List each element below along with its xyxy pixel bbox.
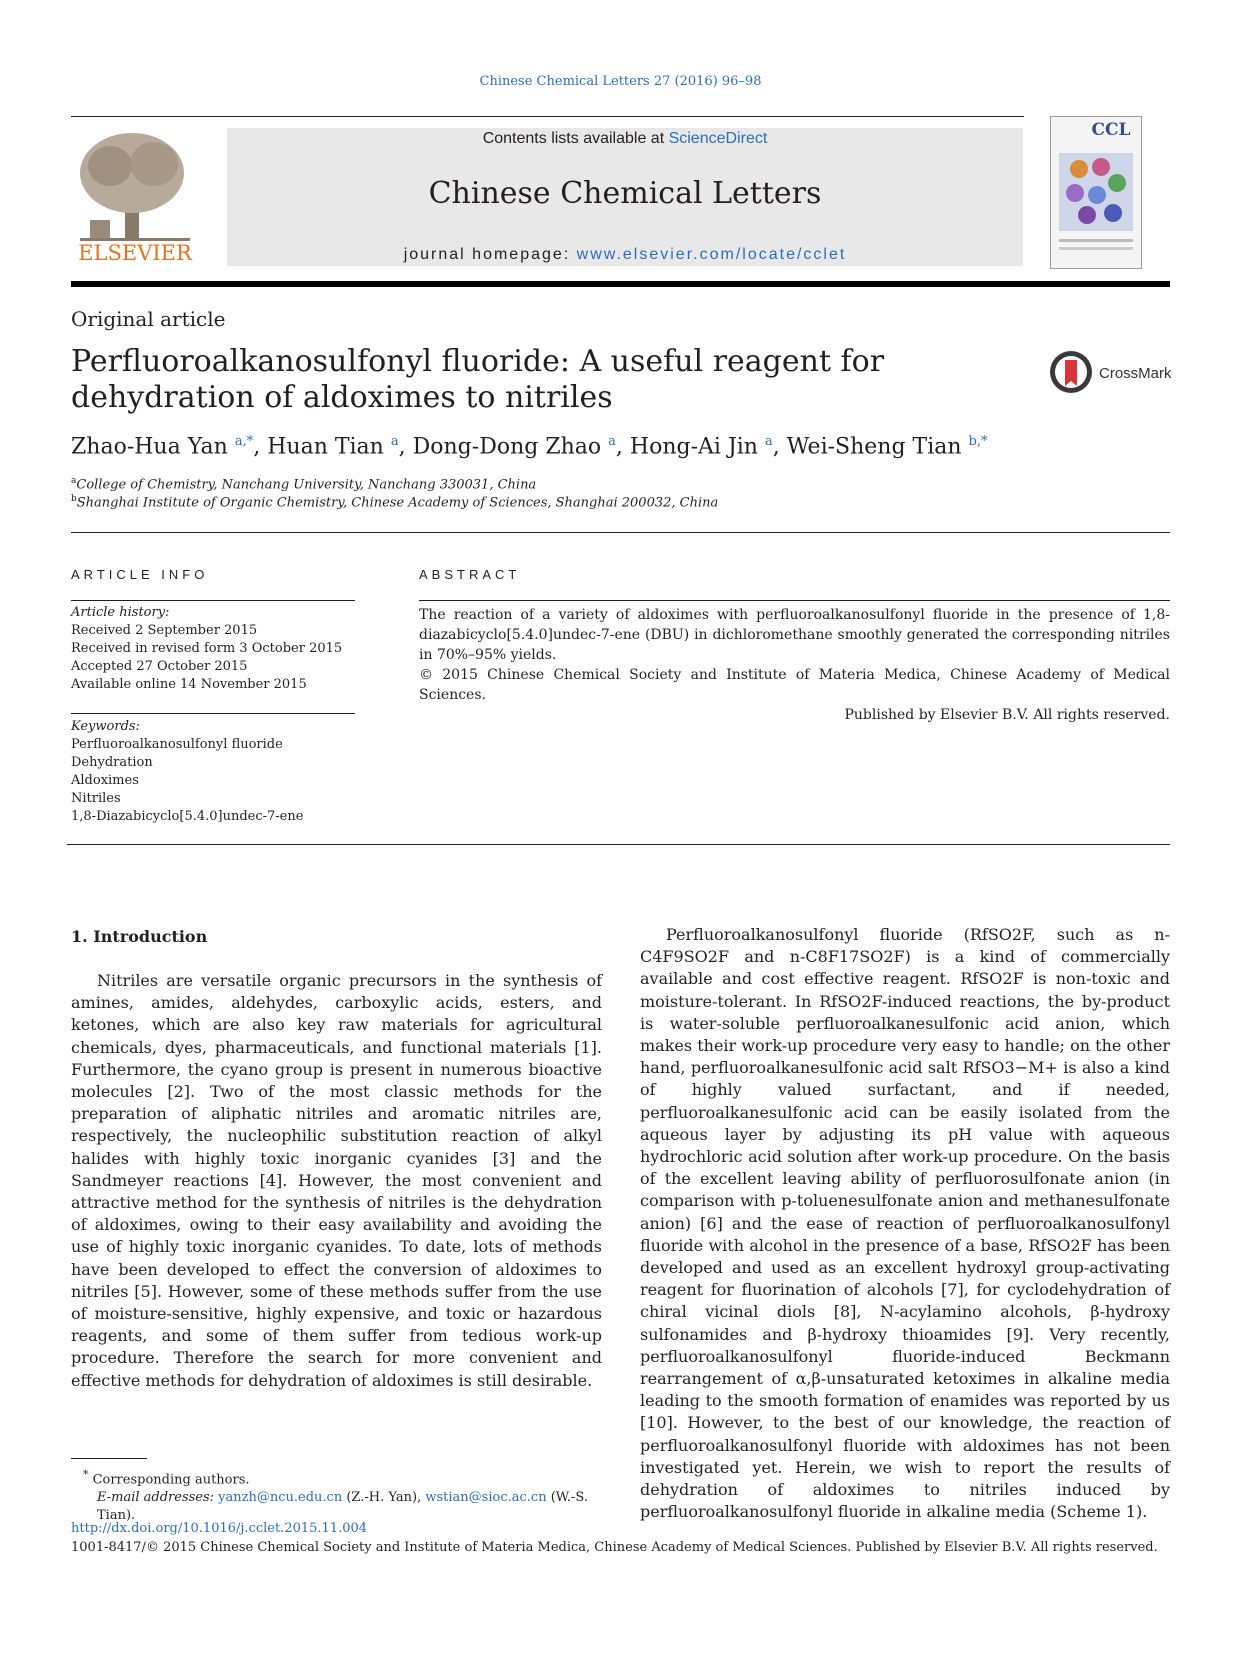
author-affil-sup[interactable]: a	[764, 434, 773, 449]
affiliation-a: $^a$College of Chemistry, Nanchang University, Nanchang 330031, China	[71, 476, 537, 493]
homepage-prefix: journal homepage:	[403, 246, 577, 263]
author-affil-sup[interactable]: a,*	[234, 434, 254, 449]
doi-link[interactable]: http://dx.doi.org/10.1016/j.cclet.2015.11.004	[71, 1521, 368, 1536]
header-thick-rule	[71, 281, 1170, 287]
article-history	[71, 604, 342, 694]
contents-prefix: Contents lists available at	[482, 130, 669, 147]
email-label: E-mail addresses:	[97, 1490, 219, 1506]
abstract-text: The reaction of a variety of aldoximes with perfluoroalkanosulfonyl fluoride in the presence of 1,8-diazabicyclo[5.4.0]undec-7-ene (DBU) in dichloromethane smoothly generated the corresponding nitriles in 70%–95% yields.	[419, 607, 1170, 663]
author-affil-sup[interactable]: a	[390, 434, 399, 449]
article-info-heading: ARTICLE INFO	[71, 567, 209, 582]
cover-abbrev: CCL	[1091, 120, 1131, 140]
elsevier-logo[interactable]	[70, 128, 200, 266]
email-link[interactable]: yanzh@ncu.edu.cn	[218, 1490, 343, 1506]
author-affil-sup[interactable]: a	[608, 434, 616, 449]
crossmark-icon	[1049, 350, 1174, 400]
author-name[interactable]: Wei-Sheng Tian	[786, 434, 962, 460]
intro-paragraph-2: Perfluoroalkanosulfonyl fluoride (RfSO2F, such as n-C4F9SO2F and n-C8F17SO2F) is a kind of commercially available and cost effective reagent. RfSO2F is non-toxic and moisture-tolerant. In RfSO2F-induced reactions, the by-product is water-soluble perfluoroalkanesulfonic acid anion, which makes their work-up procedure very easy to handle; on the other hand, perfluoroalkanesulfonic acid salt RfSO3−M+ is also a kind of highly valued surfactant, and if needed, perfluoroalkanesulfonic acid can be easily isolated from the aqueous layer by adjusting its pH value with aqueous hydrochloric acid solution after work-up procedure. On the basis of the excellent leaving ability of perfluorosulfonate anion (in comparison with p-toluenesulfonate anion and methanesulfonate anion) [6] and the ease of reaction of perfluoroalkanosulfonyl fluoride with alcohol in the presence of a base, RfSO2F has been developed and used as an excellent hydroxyl group-activating reagent for fluorination of alcohols [7], for cyclodehydration of chiral vicinal diols [8], N-acylamino alcohols, β-hydroxy sulfonamides and β-hydroxy thioamides [9]. Very recently, perfluoroalkanosulfonyl fluoride-induced Beckmann rearrangement of α,β-unsaturated ketoximes in alkaline media leading to the smooth formation of enamides was reported by us [10]. However, to the best of our knowledge, the reaction of perfluoroalkanosulfonyl fluoride with aldoximes has not been investigated yet. Herein, we wish to report the results of dehydration of aldoximes to nitriles induced by perfluoroalkanosulfonyl fluoride in alkaline media (Scheme 1).	[640, 925, 1170, 1522]
keyword: Aldoximes	[71, 773, 139, 788]
sciencedirect-link[interactable]: ScienceDirect	[668, 130, 768, 147]
keyword: Perfluoroalkanosulfonyl fluoride	[71, 737, 283, 752]
history-online: Available online 14 November 2015	[71, 677, 307, 692]
info-rule	[71, 713, 355, 714]
affiliation-b: $^b$Shanghai Institute of Organic Chemistry, Chinese Academy of Sciences, Shanghai 200032, China	[71, 494, 719, 511]
author-name[interactable]: Zhao-Hua Yan	[71, 434, 228, 460]
article-title: Perfluoroalkanosulfonyl fluoride: A useful reagent for dehydration of aldoximes to nitriles	[71, 344, 885, 415]
abstract-rule	[419, 600, 1170, 601]
cover-image	[1051, 117, 1141, 268]
history-revised: Received in revised form 3 October 2015	[71, 641, 343, 656]
tree-icon	[70, 128, 200, 266]
homepage-link[interactable]: www.elsevier.com/locate/cclet	[576, 246, 847, 263]
footnote: * Corresponding authors. E-mail addresses: yanzh@ncu.edu.cn (Z.-H. Yan), wstian@sioc.ac.cn (W.-S. Tian).	[83, 1468, 588, 1524]
history-label: Article history:	[71, 605, 170, 620]
crossmark-label: CrossMark	[1099, 365, 1172, 382]
contents-line	[227, 130, 1023, 148]
email-link[interactable]: wstian@sioc.ac.cn	[425, 1490, 547, 1506]
section-rule	[71, 532, 1170, 533]
corresponding-note: Corresponding authors.	[92, 1472, 250, 1488]
history-received: Received 2 September 2015	[71, 623, 258, 638]
front-matter-rule	[67, 844, 1170, 845]
header-rule	[71, 116, 1024, 117]
keyword: 1,8-Diazabicyclo[5.4.0]undec-7-ene	[71, 809, 304, 824]
author-name[interactable]: Hong-Ai Jin	[629, 434, 758, 460]
keywords	[71, 718, 303, 826]
keyword: Nitriles	[71, 791, 121, 806]
publisher-name: ELSEVIER	[78, 241, 192, 265]
author-list: Zhao-Hua Yan $^{a,*}$, Huan Tian $^a$, Dong-Dong Zhao $^a$, Hong-Ai Jin $^a$, Wei-Sheng Tian $^{b,*}$	[71, 434, 988, 460]
author-name[interactable]: Dong-Dong Zhao	[412, 434, 602, 460]
info-rule	[71, 600, 355, 601]
copyright-line: 1001-8417/© 2015 Chinese Chemical Society and Institute of Materia Medica, Chinese Academy of Medical Sciences. Published by Elsevier B.V. All rights reserved.	[71, 1540, 1158, 1555]
journal-cover-thumbnail[interactable]	[1050, 116, 1142, 269]
abstract-copyright: © 2015 Chinese Chemical Society and Institute of Materia Medica, Chinese Academy of Medical Sciences.	[419, 667, 1170, 703]
abstract-heading: ABSTRACT	[419, 567, 521, 582]
abstract-published: Published by Elsevier B.V. All rights reserved.	[844, 707, 1170, 723]
article-type: Original article	[71, 307, 226, 331]
keyword: Dehydration	[71, 755, 153, 770]
journal-citation[interactable]: Chinese Chemical Letters 27 (2016) 96–98	[479, 74, 762, 89]
abstract-body	[419, 605, 1170, 725]
history-accepted: Accepted 27 October 2015	[71, 659, 248, 674]
author-name[interactable]: Huan Tian	[267, 434, 384, 460]
section-heading: 1. Introduction	[71, 927, 208, 946]
intro-paragraph-1: Nitriles are versatile organic precursors in the synthesis of amines, amides, aldehydes, carboxylic acids, esters, and ketones, which are also key raw materials for agricultural chemicals, dyes, pharmaceuticals, and functional materials [1]. Furthermore, the cyano group is present in numerous bioactive molecules [2]. Two of the most classic methods for the preparation of aliphatic nitriles and aromatic nitriles are, respectively, the nucleophilic substitution reaction of alkyl halides with highly toxic inorganic cyanides [3] and the Sandmeyer reactions [4]. However, the most convenient and attractive method for the synthesis of nitriles is the dehydration of aldoximes, owing to their easy availability and avoiding the use of highly toxic inorganic cyanides. To date, lots of methods have been developed to effect the conversion of aldoximes to nitriles [5]. However, some of these methods suffer from the use of moisture-sensitive, highly expensive, and toxic or hazardous reagents, and some of them suffer from tedious work-up procedure. Therefore the search for more convenient and effective methods for dehydration of aldoximes is still desirable.	[71, 971, 602, 1390]
keywords-label: Keywords:	[71, 719, 140, 734]
homepage-line	[227, 246, 1023, 264]
author-affil-sup[interactable]: b,*	[968, 434, 988, 449]
journal-title: Chinese Chemical Letters	[428, 176, 822, 211]
footnote-rule	[71, 1458, 147, 1459]
crossmark-badge[interactable]	[1049, 350, 1174, 400]
